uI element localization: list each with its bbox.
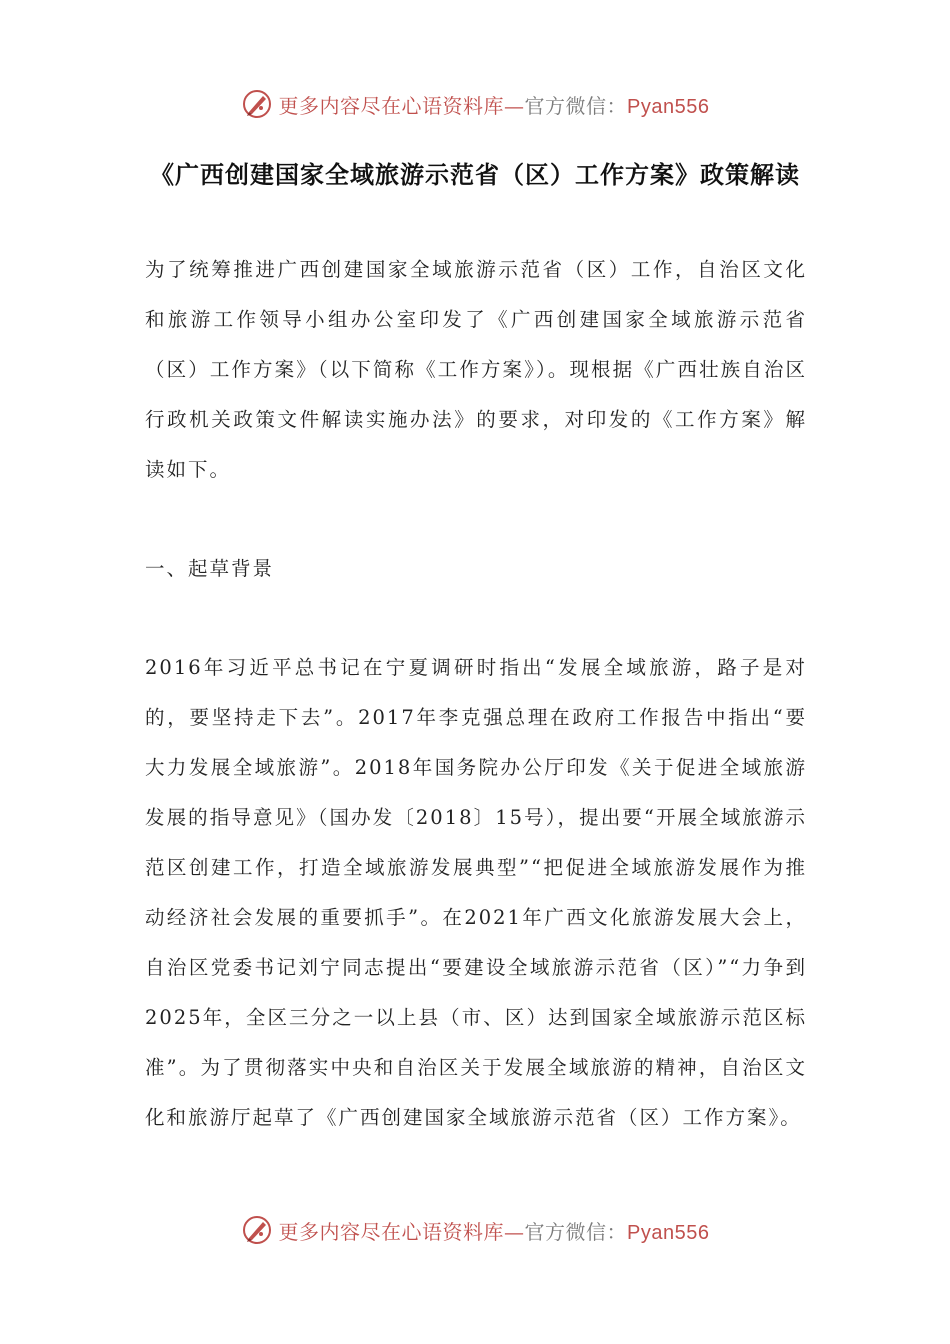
- quill-pen-logo-icon: [241, 88, 273, 120]
- header-banner: [0, 84, 950, 124]
- background-paragraph: 2016年习近平总书记在宁夏调研时指出“发展全域旅游，路子是对的，要坚持走下去”。2017年李克强总理在政府工作报告中指出“要大力发展全域旅游”。2018年国务院办公厅印发《关于促进全域旅游发展的指导意见》（国办发〔2018〕15号），提出要“开展全域旅游示范区创建工作，打造全域旅游发展典型”“把促进全域旅游发展作为推动经济社会发展的重要抓手”。在2021年广西文化旅游发展大会上，自治区党委书记刘宁同志提出“要建设全域旅游示范省（区）”“力争到2025年，全区三分之一以上县（市、区）达到国家全域旅游示范区标准”。为了贯彻落实中央和自治区关于发展全域旅游的精神，自治区文化和旅游厅起草了《广西创建国家全域旅游示范省（区）工作方案》。: [145, 656, 807, 1129]
- banner-wechat-label: 官方微信：: [524, 93, 628, 118]
- document-title: 《广西创建国家全域旅游示范省（区）工作方案》政策解读: [150, 161, 800, 189]
- banner-dash: —: [504, 93, 525, 118]
- banner-wechat-id: Pyan556: [627, 95, 710, 118]
- quill-pen-logo-icon: [241, 1214, 273, 1246]
- banner-text: [279, 1216, 710, 1245]
- intro-paragraph: 为了统筹推进广西创建国家全域旅游示范省（区）工作，自治区文化和旅游工作领导小组办公室印发了《广西创建国家全域旅游示范省（区）工作方案》（以下简称《工作方案》）。现根据《广西壮族自治区行政机关政策文件解读实施办法》的要求，对印发的《工作方案》解读如下。: [145, 258, 807, 481]
- section-heading: 一、起草背景: [145, 557, 275, 580]
- banner-wechat-id: Pyan556: [627, 1221, 710, 1244]
- banner-main-text: 更多内容尽在心语资料库: [278, 93, 505, 118]
- banner-text: [279, 90, 710, 119]
- banner-dash: —: [504, 1219, 525, 1244]
- footer-banner: [0, 1210, 950, 1250]
- banner-wechat-label: 官方微信：: [524, 1219, 628, 1244]
- banner-main-text: 更多内容尽在心语资料库: [278, 1219, 505, 1244]
